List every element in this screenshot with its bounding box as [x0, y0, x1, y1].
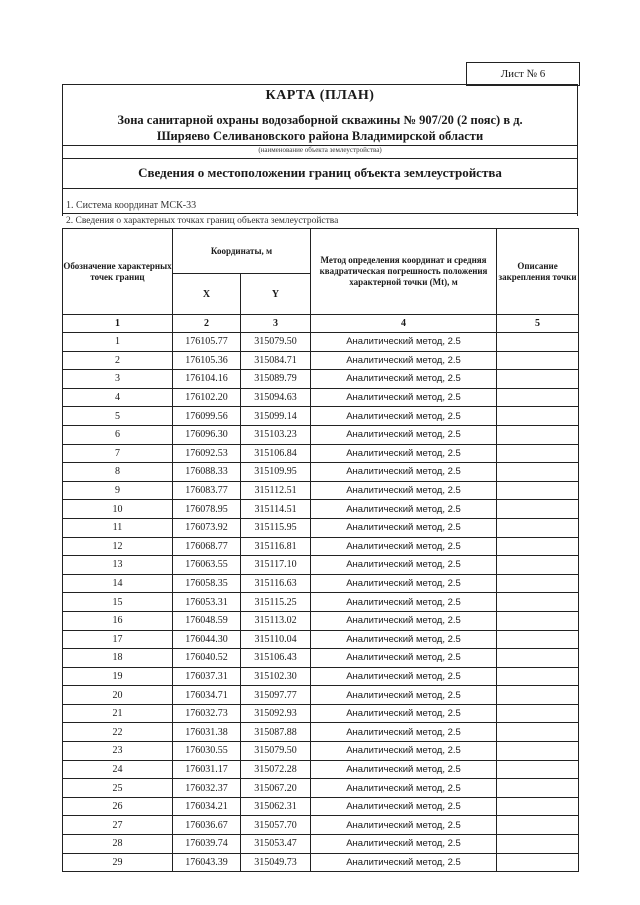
table-row [63, 779, 579, 798]
description-cell [497, 742, 579, 761]
x-cell: 176083.77 [173, 481, 241, 500]
y-cell: 315079.50 [241, 742, 311, 761]
x-cell: 176068.77 [173, 537, 241, 556]
y-cell: 315116.63 [241, 574, 311, 593]
method-cell: Аналитический метод, 2.5 [311, 556, 497, 575]
column-number: 1 [63, 315, 173, 333]
point-id-cell: 8 [63, 463, 173, 482]
table-row [63, 649, 579, 668]
x-cell: 176030.55 [173, 742, 241, 761]
method-cell: Аналитический метод, 2.5 [311, 760, 497, 779]
method-cell: Аналитический метод, 2.5 [311, 333, 497, 352]
x-cell: 176048.59 [173, 611, 241, 630]
point-id-cell: 7 [63, 444, 173, 463]
description-cell [497, 686, 579, 705]
method-cell: Аналитический метод, 2.5 [311, 370, 497, 389]
table-row [63, 463, 579, 482]
header-method: Метод определения координат и средняя квадратическая погрешность положения характерной точки (Мt), м [311, 229, 497, 315]
table-row [63, 388, 579, 407]
y-cell: 315049.73 [241, 853, 311, 872]
method-cell: Аналитический метод, 2.5 [311, 667, 497, 686]
description-cell [497, 463, 579, 482]
method-cell: Аналитический метод, 2.5 [311, 463, 497, 482]
x-cell: 176092.53 [173, 444, 241, 463]
header-y: Y [241, 274, 311, 315]
table-row [63, 351, 579, 370]
method-cell: Аналитический метод, 2.5 [311, 425, 497, 444]
table-row [63, 407, 579, 426]
description-cell [497, 723, 579, 742]
x-cell: 176105.77 [173, 333, 241, 352]
x-cell: 176034.71 [173, 686, 241, 705]
x-cell: 176096.30 [173, 425, 241, 444]
x-cell: 176044.30 [173, 630, 241, 649]
point-id-cell: 6 [63, 425, 173, 444]
table-row [63, 425, 579, 444]
table-row [63, 835, 579, 854]
x-cell: 176031.38 [173, 723, 241, 742]
description-cell [497, 500, 579, 519]
method-cell: Аналитический метод, 2.5 [311, 835, 497, 854]
x-cell: 176105.36 [173, 351, 241, 370]
point-id-cell: 3 [63, 370, 173, 389]
y-cell: 315067.20 [241, 779, 311, 798]
y-cell: 315112.51 [241, 481, 311, 500]
description-cell [497, 779, 579, 798]
point-id-cell: 17 [63, 630, 173, 649]
table-row [63, 518, 579, 537]
x-cell: 176078.95 [173, 500, 241, 519]
description-cell [497, 351, 579, 370]
y-cell: 315072.28 [241, 760, 311, 779]
description-cell [497, 704, 579, 723]
y-cell: 315110.04 [241, 630, 311, 649]
y-cell: 315114.51 [241, 500, 311, 519]
table-row [63, 742, 579, 761]
point-id-cell: 28 [63, 835, 173, 854]
x-cell: 176032.37 [173, 779, 241, 798]
description-cell [497, 611, 579, 630]
x-cell: 176036.67 [173, 816, 241, 835]
point-id-cell: 25 [63, 779, 173, 798]
description-cell [497, 574, 579, 593]
description-cell [497, 481, 579, 500]
table-row [63, 686, 579, 705]
table-row [63, 333, 579, 352]
x-cell: 176058.35 [173, 574, 241, 593]
method-cell: Аналитический метод, 2.5 [311, 816, 497, 835]
point-id-cell: 16 [63, 611, 173, 630]
object-name-caption: (наименование объекта землеустройства) [258, 146, 382, 154]
description-cell [497, 518, 579, 537]
x-cell: 176040.52 [173, 649, 241, 668]
x-cell: 176031.17 [173, 760, 241, 779]
method-cell: Аналитический метод, 2.5 [311, 444, 497, 463]
x-cell: 176104.16 [173, 370, 241, 389]
method-cell: Аналитический метод, 2.5 [311, 742, 497, 761]
point-id-cell: 9 [63, 481, 173, 500]
description-cell [497, 593, 579, 612]
y-cell: 315053.47 [241, 835, 311, 854]
x-cell: 176063.55 [173, 556, 241, 575]
object-name [62, 112, 578, 144]
y-cell: 315084.71 [241, 351, 311, 370]
y-cell: 315117.10 [241, 556, 311, 575]
method-cell: Аналитический метод, 2.5 [311, 686, 497, 705]
point-id-cell: 27 [63, 816, 173, 835]
description-cell [497, 333, 579, 352]
y-cell: 315097.77 [241, 686, 311, 705]
table-row [63, 723, 579, 742]
description-cell [497, 425, 579, 444]
method-cell: Аналитический метод, 2.5 [311, 723, 497, 742]
document-title: КАРТА (ПЛАН) [265, 88, 375, 103]
method-cell: Аналитический метод, 2.5 [311, 537, 497, 556]
table-row [63, 667, 579, 686]
point-id-cell: 12 [63, 537, 173, 556]
header-coordinates: Координаты, м [173, 229, 311, 274]
table-body [63, 333, 579, 872]
table-row [63, 556, 579, 575]
column-number: 3 [241, 315, 311, 333]
x-cell: 176043.39 [173, 853, 241, 872]
y-cell: 315089.79 [241, 370, 311, 389]
method-cell: Аналитический метод, 2.5 [311, 649, 497, 668]
method-cell: Аналитический метод, 2.5 [311, 593, 497, 612]
method-cell: Аналитический метод, 2.5 [311, 797, 497, 816]
table-row [63, 704, 579, 723]
x-cell: 176034.21 [173, 797, 241, 816]
y-cell: 315094.63 [241, 388, 311, 407]
point-id-cell: 18 [63, 649, 173, 668]
column-number: 4 [311, 315, 497, 333]
description-cell [497, 556, 579, 575]
x-cell: 176073.92 [173, 518, 241, 537]
table-row [63, 444, 579, 463]
table-row [63, 853, 579, 872]
point-id-cell: 15 [63, 593, 173, 612]
table-row [63, 537, 579, 556]
method-cell: Аналитический метод, 2.5 [311, 500, 497, 519]
y-cell: 315103.23 [241, 425, 311, 444]
method-cell: Аналитический метод, 2.5 [311, 481, 497, 500]
y-cell: 315079.50 [241, 333, 311, 352]
description-cell [497, 407, 579, 426]
point-id-cell: 24 [63, 760, 173, 779]
table-row [63, 760, 579, 779]
y-cell: 315099.14 [241, 407, 311, 426]
table-row [63, 797, 579, 816]
object-name-line-2: Ширяево Селивановского района Владимирской области [156, 129, 484, 143]
coordinates-table [62, 228, 579, 872]
y-cell: 315106.43 [241, 649, 311, 668]
x-cell: 176088.33 [173, 463, 241, 482]
point-id-cell: 11 [63, 518, 173, 537]
description-cell [497, 649, 579, 668]
description-cell [497, 760, 579, 779]
y-cell: 315115.25 [241, 593, 311, 612]
method-cell: Аналитический метод, 2.5 [311, 779, 497, 798]
table-row [63, 593, 579, 612]
y-cell: 315062.31 [241, 797, 311, 816]
table-row [63, 816, 579, 835]
point-id-cell: 4 [63, 388, 173, 407]
header-description: Описание закрепления точки [497, 229, 579, 315]
method-cell: Аналитический метод, 2.5 [311, 611, 497, 630]
description-cell [497, 444, 579, 463]
description-cell [497, 667, 579, 686]
points-heading: 2. Сведения о характерных точках границ объекта землеустройства [66, 216, 339, 226]
method-cell: Аналитический метод, 2.5 [311, 388, 497, 407]
point-id-cell: 21 [63, 704, 173, 723]
table-row [63, 481, 579, 500]
header-x: X [173, 274, 241, 315]
point-id-cell: 23 [63, 742, 173, 761]
x-cell: 176099.56 [173, 407, 241, 426]
x-cell: 176102.20 [173, 388, 241, 407]
sheet-number: Лист № 6 [466, 62, 580, 86]
point-id-cell: 26 [63, 797, 173, 816]
y-cell: 315092.93 [241, 704, 311, 723]
method-cell: Аналитический метод, 2.5 [311, 574, 497, 593]
x-cell: 176053.31 [173, 593, 241, 612]
description-cell [497, 835, 579, 854]
point-id-cell: 2 [63, 351, 173, 370]
point-id-cell: 1 [63, 333, 173, 352]
description-cell [497, 370, 579, 389]
table-row [63, 370, 579, 389]
y-cell: 315109.95 [241, 463, 311, 482]
x-cell: 176037.31 [173, 667, 241, 686]
description-cell [497, 797, 579, 816]
table-row [63, 630, 579, 649]
section-divider-bottom [62, 188, 578, 189]
object-name-line-1: Зона санитарной охраны водозаборной скважины № 907/20 (2 пояс) в д. [117, 113, 523, 127]
method-cell: Аналитический метод, 2.5 [311, 630, 497, 649]
section-divider-top [62, 158, 578, 159]
x-cell: 176039.74 [173, 835, 241, 854]
method-cell: Аналитический метод, 2.5 [311, 351, 497, 370]
table-row [63, 574, 579, 593]
point-id-cell: 22 [63, 723, 173, 742]
description-cell [497, 816, 579, 835]
y-cell: 315102.30 [241, 667, 311, 686]
point-id-cell: 5 [63, 407, 173, 426]
table-row [63, 500, 579, 519]
y-cell: 315087.88 [241, 723, 311, 742]
x-cell: 176032.73 [173, 704, 241, 723]
header-point-id: Обозначение характерных точек границ [63, 229, 173, 315]
description-cell [497, 388, 579, 407]
coordinate-system: 1. Система координат МСК-33 [66, 200, 197, 211]
point-id-cell: 10 [63, 500, 173, 519]
table-row [63, 611, 579, 630]
point-id-cell: 19 [63, 667, 173, 686]
description-cell [497, 630, 579, 649]
y-cell: 315057.70 [241, 816, 311, 835]
column-number: 2 [173, 315, 241, 333]
point-id-cell: 14 [63, 574, 173, 593]
y-cell: 315116.81 [241, 537, 311, 556]
column-number: 5 [497, 315, 579, 333]
method-cell: Аналитический метод, 2.5 [311, 853, 497, 872]
point-id-cell: 29 [63, 853, 173, 872]
point-id-cell: 20 [63, 686, 173, 705]
description-cell [497, 537, 579, 556]
description-cell [497, 853, 579, 872]
y-cell: 315115.95 [241, 518, 311, 537]
section-title: Сведения о местоположении границ объекта землеустройства [138, 165, 502, 180]
method-cell: Аналитический метод, 2.5 [311, 704, 497, 723]
method-cell: Аналитический метод, 2.5 [311, 518, 497, 537]
y-cell: 315113.02 [241, 611, 311, 630]
y-cell: 315106.84 [241, 444, 311, 463]
method-cell: Аналитический метод, 2.5 [311, 407, 497, 426]
point-id-cell: 13 [63, 556, 173, 575]
coordinate-system-divider [62, 213, 578, 214]
